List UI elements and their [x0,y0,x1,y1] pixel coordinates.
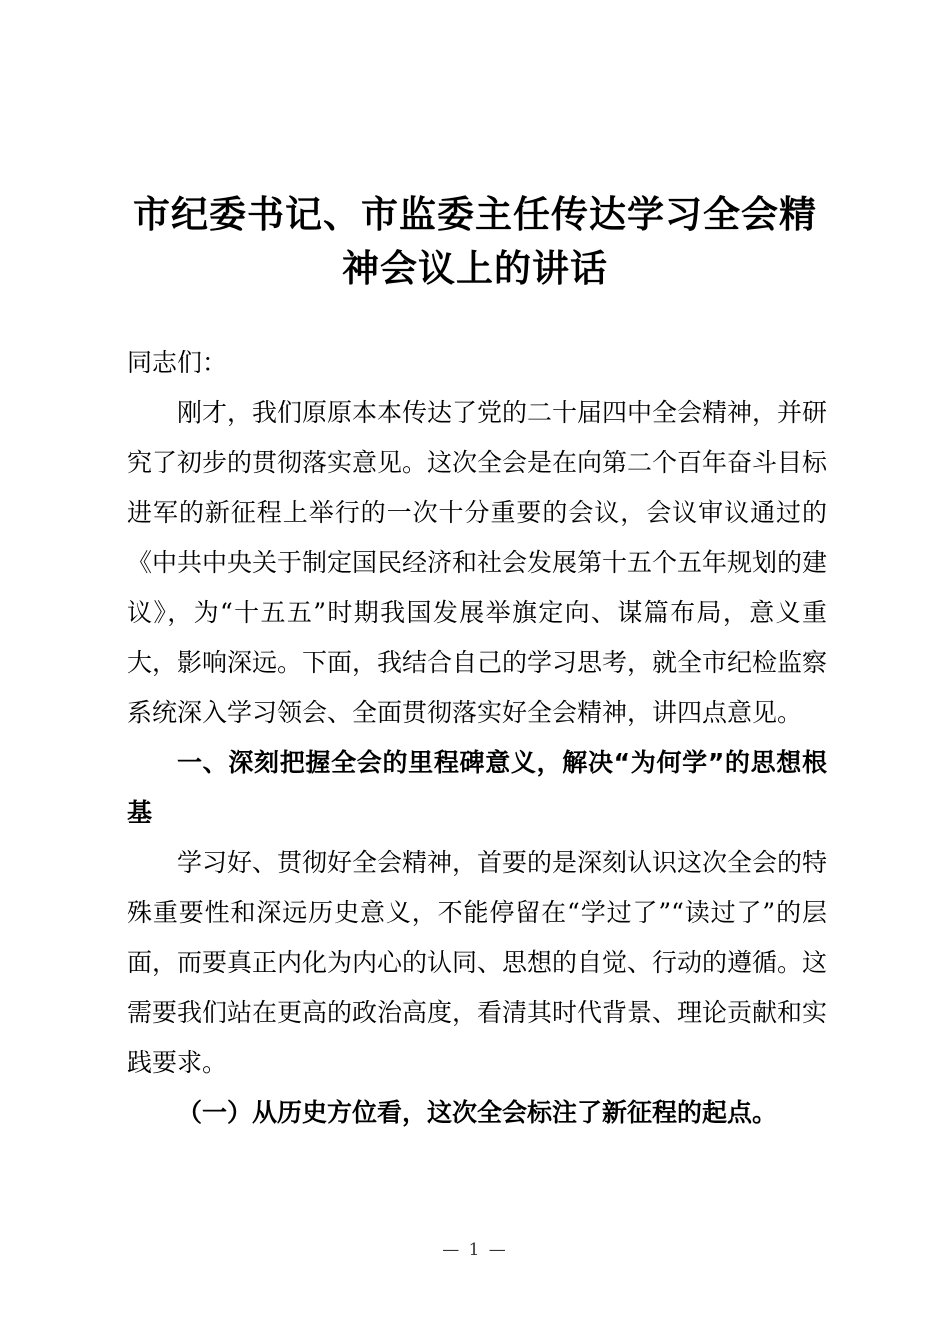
section-heading-1: 一、深刻把握全会的里程碑意义，解决“为何学”的思想根基 [127,748,827,827]
paragraph-intro: 刚才，我们原原本本传达了党的二十届四中全会精神，并研究了初步的贯彻落实意见。这次全会是在向第二个百年奋斗目标进军的新征程上举行的一次十分重要的会议，会议审议通过的《中共中央关于制定国民经济和社会发展第十五个五年规划的建议》，为“十五五”时期我国发展举旗定向、谋篇布局，意义重大，影响深远。下面，我结合自己的学习思考，就全市纪检监察系统深入学习领会、全面贯彻落实好全会精神，讲四点意见。 [127,398,828,727]
document-body [127,338,827,1138]
title-line-1: 市纪委书记、市监委主任传达学习全会精 [133,193,817,236]
title-line-2: 神会议上的讲话 [342,247,608,290]
salutation: 同志们： [127,348,228,377]
page-number: — 1 — [442,1240,508,1260]
subsection-heading-1: （一）从历史方位看，这次全会标注了新征程的起点。 [177,1098,778,1127]
document-title [110,188,840,296]
paragraph-section-1: 学习好、贯彻好全会精神，首要的是深刻认识这次全会的特殊重要性和深远历史意义，不能停留在“学过了”“读过了”的层面，而要真正内化为内心的认同、思想的自觉、行动的遵循。这需要我们站在更高的政治高度，看清其时代背景、理论贡献和实践要求。 [127,848,828,1077]
